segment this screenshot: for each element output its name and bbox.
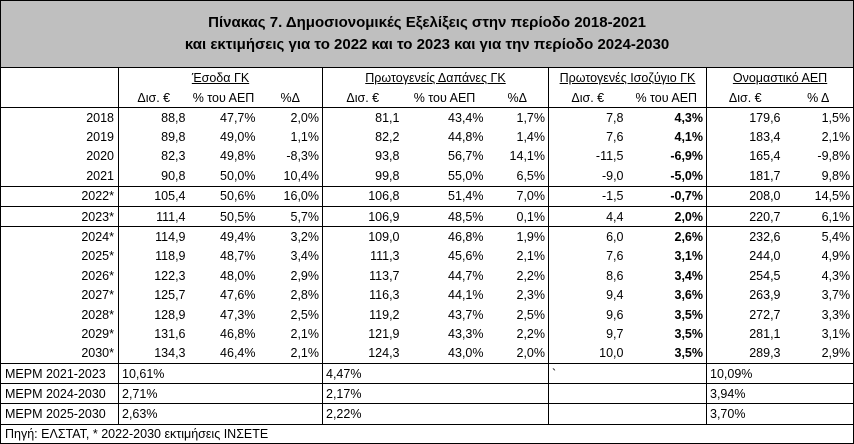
summary-row: [1, 404, 854, 424]
cell-exp-bn: 116,3: [369, 288, 400, 303]
cell-exp-bn: 124,3: [323, 344, 403, 364]
cell-exp-bn: 93,8: [375, 149, 400, 164]
cell-bal-bn: 7,8: [606, 110, 624, 125]
cell-rev-chg: 2,8%: [259, 286, 323, 305]
cell-bal-pct: -0,7%: [627, 186, 707, 206]
row-year: 2025*: [1, 247, 119, 266]
subheader-gdp-chg: % Δ: [784, 88, 854, 108]
cell-rev-chg: 2,5%: [259, 305, 323, 324]
cell-gdp-bn: 244,0: [749, 249, 781, 264]
cell-gdp-chg: 2,1%: [784, 127, 854, 146]
cell-bal-bn: 9,4: [606, 288, 624, 303]
cell-rev-bn: 90,8: [119, 166, 189, 186]
cell-bal-pct: 2,6%: [627, 227, 707, 247]
cell-exp-bn: 106,8: [323, 186, 403, 206]
cell-exp-pct: 43,3%: [448, 326, 484, 341]
cell-rev-pct: 47,6%: [220, 288, 256, 303]
cell-exp-chg: 14,1%: [487, 147, 549, 166]
cell-bal-bn: 8,6: [606, 268, 624, 283]
cell-gdp-chg: 14,5%: [784, 186, 854, 206]
cell-bal-pct: 3,5%: [627, 324, 707, 343]
cell-bal-bn: 9,7: [606, 326, 624, 341]
cell-exp-pct: 46,8%: [448, 230, 484, 245]
summary-balance: [549, 384, 707, 404]
cell-rev-pct: 50,5%: [189, 206, 259, 226]
table-row: [1, 186, 854, 206]
row-year: 2028*: [1, 305, 119, 324]
cell-bal-pct: 3,5%: [627, 344, 707, 364]
summary-row: [1, 364, 854, 384]
cell-bal-pct: 4,3%: [627, 108, 707, 128]
cell-bal-pct: 3,5%: [627, 305, 707, 324]
cell-rev-bn: 118,9: [155, 249, 186, 264]
row-year: 2030*: [1, 344, 119, 364]
cell-gdp-chg: 1,5%: [784, 108, 854, 128]
cell-gdp-bn: 232,6: [749, 230, 781, 245]
subheader-exp-pct: % του ΑΕΠ: [403, 88, 487, 108]
row-year: 2022*: [1, 186, 119, 206]
row-year: 2020: [1, 147, 119, 166]
table-row: [1, 344, 854, 364]
cell-exp-bn: 82,2: [375, 130, 400, 145]
cell-exp-pct: 45,6%: [448, 249, 484, 264]
summary-gdp: 3,94%: [707, 384, 854, 404]
cell-bal-bn: -11,5: [595, 149, 624, 164]
cell-gdp-bn: 281,1: [749, 326, 781, 341]
cell-gdp-chg: 5,4%: [784, 227, 854, 247]
summary-balance: `: [549, 364, 707, 384]
cell-bal-bn: 7,6: [606, 130, 624, 145]
cell-exp-pct: 56,7%: [448, 149, 484, 164]
cell-bal-pct: 3,4%: [627, 266, 707, 285]
summary-balance: [549, 404, 707, 424]
cell-exp-pct: 43,0%: [403, 344, 487, 364]
table-row: [1, 227, 854, 247]
summary-row: [1, 384, 854, 404]
row-year: 2029*: [1, 324, 119, 343]
cell-rev-pct: 48,7%: [220, 249, 256, 264]
cell-rev-chg: -8,3%: [259, 147, 323, 166]
cell-gdp-bn: 181,7: [707, 166, 784, 186]
cell-exp-bn: 109,0: [368, 230, 400, 245]
summary-gdp: 10,09%: [707, 364, 854, 384]
cell-rev-bn: 89,8: [161, 130, 186, 145]
summary-revenue: 2,63%: [119, 404, 323, 424]
corner-cell-2: [1, 88, 119, 108]
cell-bal-pct: -6,9%: [627, 147, 707, 166]
cell-rev-chg: 3,4%: [259, 247, 323, 266]
cell-exp-pct: 44,8%: [448, 130, 484, 145]
cell-exp-pct: 43,4%: [448, 110, 484, 125]
table-title: [1, 1, 854, 68]
table-row: [1, 266, 854, 285]
row-year: 2027*: [1, 286, 119, 305]
title-line-1: Πίνακας 7. Δημοσιονομικές Εξελίξεις στην περίοδο 2018-2021: [208, 14, 646, 31]
cell-gdp-bn: 272,7: [749, 307, 781, 322]
cell-exp-chg: 7,0%: [487, 186, 549, 206]
cell-exp-chg: 0,1%: [487, 206, 549, 226]
cell-rev-pct: 49,4%: [220, 230, 256, 245]
cell-rev-chg: 2,9%: [259, 266, 323, 285]
table-row: [1, 305, 854, 324]
cell-rev-pct: 50,0%: [189, 166, 259, 186]
summary-revenue: 10,61%: [119, 364, 323, 384]
cell-rev-bn: 131,6: [154, 326, 186, 341]
summary-expenditure: 4,47%: [323, 364, 549, 384]
cell-rev-bn: 105,4: [119, 186, 189, 206]
cell-rev-pct: 48,0%: [220, 268, 256, 283]
cell-exp-chg: 2,0%: [487, 344, 549, 364]
cell-gdp-chg: 3,7%: [784, 286, 854, 305]
cell-rev-chg: 2,1%: [259, 344, 323, 364]
cell-gdp-chg: 6,1%: [784, 206, 854, 226]
cell-exp-chg: 1,9%: [487, 227, 549, 247]
cell-exp-chg: 1,4%: [487, 127, 549, 146]
group-gdp: Ονομαστικό ΑΕΠ: [707, 68, 854, 89]
cell-rev-chg: 3,2%: [259, 227, 323, 247]
cell-gdp-bn: 254,5: [749, 268, 781, 283]
cell-rev-chg: 5,7%: [259, 206, 323, 226]
cell-gdp-bn: 220,7: [707, 206, 784, 226]
cell-exp-bn: 113,7: [369, 268, 400, 283]
cell-exp-bn: 81,1: [375, 110, 400, 125]
cell-bal-bn: 10,0: [549, 344, 627, 364]
cell-exp-chg: 2,3%: [487, 286, 549, 305]
cell-gdp-bn: 263,9: [749, 288, 781, 303]
table-row: [1, 127, 854, 146]
table-row: [1, 206, 854, 226]
cell-gdp-bn: 208,0: [707, 186, 784, 206]
row-year: 2019: [1, 127, 119, 146]
cell-exp-pct: 43,7%: [448, 307, 484, 322]
cell-rev-pct: 50,6%: [189, 186, 259, 206]
cell-exp-bn: 111,3: [370, 249, 400, 264]
subheader-rev-pct: % του ΑΕΠ: [189, 88, 259, 108]
cell-bal-pct: 2,0%: [627, 206, 707, 226]
title-line-2: και εκτιμήσεις για το 2022 και το 2023 και για την περίοδο 2024-2030: [184, 36, 670, 53]
corner-cell: [1, 68, 119, 89]
cell-exp-pct: 55,0%: [403, 166, 487, 186]
row-year: 2026*: [1, 266, 119, 285]
cell-rev-bn: 88,8: [161, 110, 186, 125]
cell-rev-chg: 10,4%: [259, 166, 323, 186]
table-row: [1, 286, 854, 305]
cell-exp-chg: 2,5%: [487, 305, 549, 324]
summary-gdp: 3,70%: [707, 404, 854, 424]
cell-gdp-bn: 183,4: [749, 130, 781, 145]
table-row: [1, 324, 854, 343]
table-row: [1, 108, 854, 128]
cell-rev-pct: 47,3%: [220, 307, 256, 322]
cell-bal-pct: 4,1%: [627, 127, 707, 146]
row-year: 2024*: [1, 227, 119, 247]
cell-rev-bn: 122,3: [154, 268, 186, 283]
cell-bal-bn: 9,6: [606, 307, 624, 322]
cell-gdp-chg: 3,1%: [784, 324, 854, 343]
subheader-exp-bn: Δισ. €: [323, 88, 403, 108]
subheader-bal-pct: % του ΑΕΠ: [627, 88, 707, 108]
group-expenditure: Πρωτογενείς Δαπάνες ΓΚ: [323, 68, 549, 89]
cell-bal-pct: 3,6%: [627, 286, 707, 305]
cell-exp-bn: 121,9: [368, 326, 400, 341]
cell-rev-pct: 47,7%: [220, 110, 256, 125]
cell-exp-chg: 1,7%: [487, 108, 549, 128]
cell-gdp-bn: 289,3: [707, 344, 784, 364]
cell-exp-chg: 2,2%: [487, 324, 549, 343]
cell-rev-pct: 49,8%: [220, 149, 256, 164]
subheader-rev-bn: Δισ. €: [119, 88, 189, 108]
cell-rev-bn: 125,7: [154, 288, 186, 303]
cell-exp-chg: 2,2%: [487, 266, 549, 285]
subheader-bal-bn: Δισ. €: [549, 88, 627, 108]
cell-exp-chg: 6,5%: [487, 166, 549, 186]
group-revenue: Έσοδα ΓΚ: [119, 68, 323, 89]
cell-gdp-chg: -9,8%: [784, 147, 854, 166]
cell-gdp-bn: 179,6: [749, 110, 781, 125]
cell-bal-bn: -1,5: [549, 186, 627, 206]
row-year: 2018: [1, 108, 119, 128]
row-year: 2023*: [1, 206, 119, 226]
summary-expenditure: 2,22%: [323, 404, 549, 424]
cell-gdp-chg: 3,3%: [784, 305, 854, 324]
cell-rev-bn: 134,3: [119, 344, 189, 364]
subheader-exp-chg: %Δ: [487, 88, 549, 108]
subheader-gdp-bn: Δισ. €: [707, 88, 784, 108]
cell-rev-pct: 46,8%: [220, 326, 256, 341]
cell-gdp-chg: 9,8%: [784, 166, 854, 186]
summary-label: ΜΕΡΜ 2025-2030: [1, 404, 119, 424]
summary-label: ΜΕΡΜ 2024-2030: [1, 384, 119, 404]
cell-exp-bn: 106,9: [323, 206, 403, 226]
subheader-rev-chg: %Δ: [259, 88, 323, 108]
cell-gdp-bn: 165,4: [749, 149, 781, 164]
cell-rev-chg: 1,1%: [259, 127, 323, 146]
cell-bal-bn: 4,4: [549, 206, 627, 226]
cell-rev-chg: 2,1%: [259, 324, 323, 343]
cell-gdp-chg: 2,9%: [784, 344, 854, 364]
cell-bal-bn: -9,0: [549, 166, 627, 186]
cell-rev-chg: 2,0%: [259, 108, 323, 128]
cell-bal-pct: -5,0%: [627, 166, 707, 186]
cell-bal-bn: 6,0: [606, 230, 624, 245]
summary-revenue: 2,71%: [119, 384, 323, 404]
cell-exp-pct: 48,5%: [403, 206, 487, 226]
cell-rev-bn: 111,4: [119, 206, 189, 226]
cell-bal-pct: 3,1%: [627, 247, 707, 266]
cell-exp-bn: 99,8: [323, 166, 403, 186]
table-row: [1, 147, 854, 166]
table-row: [1, 166, 854, 186]
cell-rev-bn: 114,9: [155, 230, 186, 245]
cell-exp-pct: 44,7%: [448, 268, 484, 283]
cell-rev-pct: 46,4%: [189, 344, 259, 364]
summary-expenditure: 2,17%: [323, 384, 549, 404]
source-note: Πηγή: ΕΛΣΤΑΤ, * 2022-2030 εκτιμήσεις ΙΝΣΕΤΕ: [1, 424, 854, 443]
cell-rev-pct: 49,0%: [220, 130, 256, 145]
cell-rev-bn: 128,9: [154, 307, 186, 322]
table-row: [1, 247, 854, 266]
cell-rev-bn: 82,3: [161, 149, 186, 164]
cell-exp-pct: 44,1%: [448, 288, 484, 303]
cell-exp-bn: 119,2: [369, 307, 400, 322]
cell-exp-chg: 2,1%: [487, 247, 549, 266]
group-balance: Πρωτογενές Ισοζύγιο ΓΚ: [549, 68, 707, 89]
cell-exp-pct: 51,4%: [403, 186, 487, 206]
cell-bal-bn: 7,6: [606, 249, 624, 264]
row-year: 2021: [1, 166, 119, 186]
cell-gdp-chg: 4,9%: [784, 247, 854, 266]
cell-rev-chg: 16,0%: [259, 186, 323, 206]
cell-gdp-chg: 4,3%: [784, 266, 854, 285]
summary-label: ΜΕΡΜ 2021-2023: [1, 364, 119, 384]
